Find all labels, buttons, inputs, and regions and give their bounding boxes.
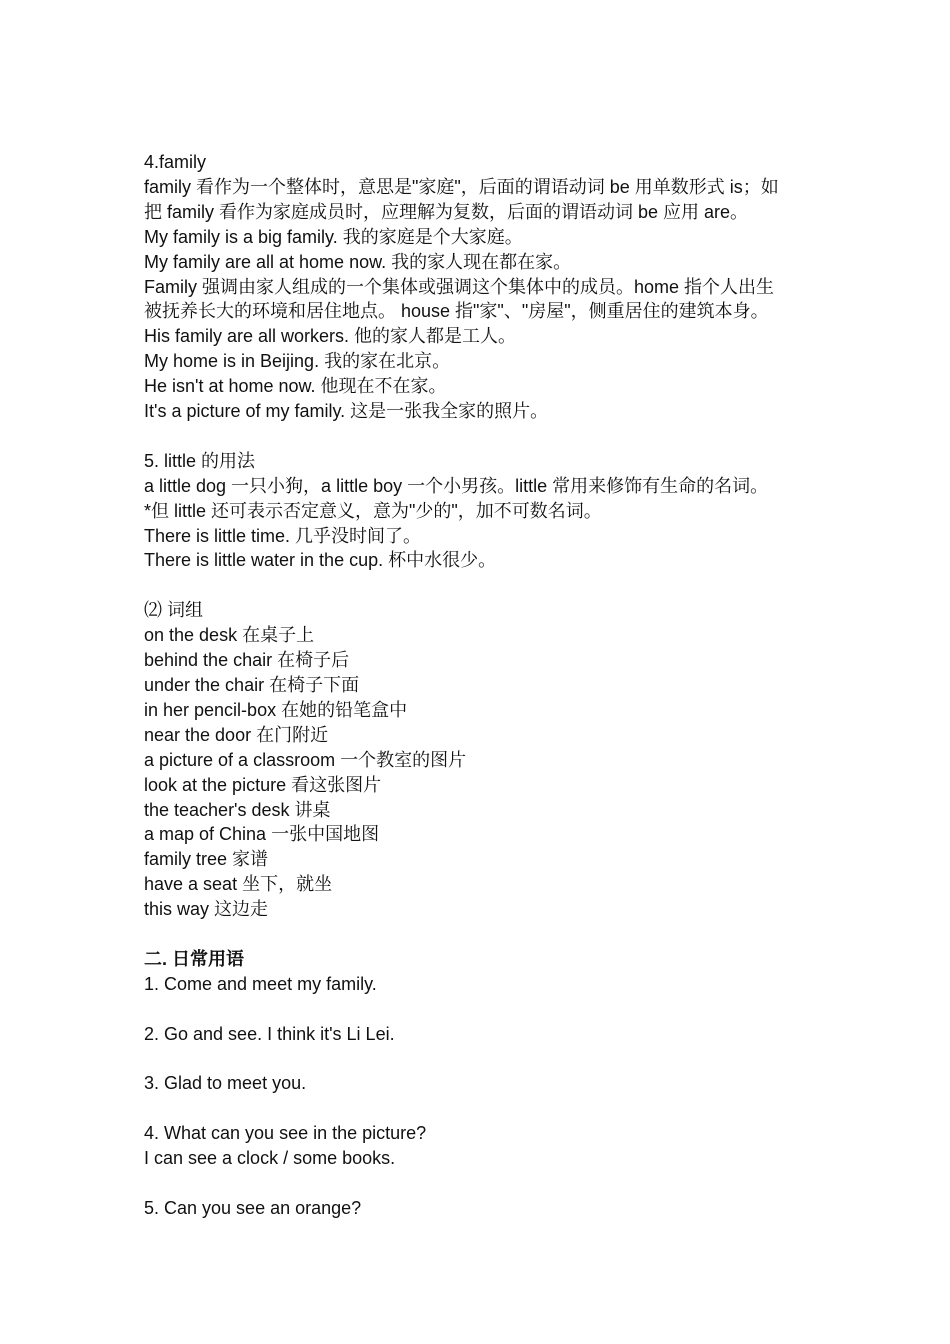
blank-line [144, 1171, 824, 1196]
text-line: 5. little 的用法 [144, 450, 256, 471]
text-line: 1. Come and meet my family. [144, 973, 377, 994]
text-line: 被抚养长大的环境和居住地点。 house 指"家"、"房屋"，侧重居住的建筑本身。 [144, 301, 769, 322]
text-line: 2. Go and see. I think it's Li Lei. [144, 1023, 395, 1044]
text-line: 5. Can you see an orange? [144, 1197, 362, 1218]
text-line: My family is a big family. 我的家庭是个大家庭。 [144, 226, 523, 247]
text-line: family tree 家谱 [144, 849, 269, 870]
text-line: look at the picture 看这张图片 [144, 774, 382, 795]
text-line: His family are all workers. 他的家人都是工人。 [144, 326, 517, 347]
text-line: this way 这边走 [144, 899, 269, 920]
blank-line [144, 997, 824, 1022]
text-line: He isn't at home now. 他现在不在家。 [144, 376, 447, 397]
text-line: a map of China 一张中国地图 [144, 824, 380, 845]
blank-line [144, 1047, 824, 1072]
text-line: My family are all at home now. 我的家人现在都在家。 [144, 251, 572, 272]
text-line: I can see a clock / some books. [144, 1148, 396, 1169]
text-line: a little dog 一只小狗，a little boy 一个小男孩。little 常用来修饰有生命的名词。 [144, 475, 769, 496]
text-line: a picture of a classroom 一个教室的图片 [144, 749, 467, 770]
text-line: *但 little 还可表示否定意义，意为"少的"，加不可数名词。 [144, 500, 602, 521]
text-line: on the desk 在桌子上 [144, 625, 315, 646]
text-line: have a seat 坐下，就坐 [144, 874, 333, 895]
text-line: ⑵ 词组 [144, 600, 204, 621]
text-line: 3. Glad to meet you. [144, 1073, 307, 1094]
document-body [144, 150, 824, 1221]
text-line: It's a picture of my family. 这是一张我全家的照片。 [144, 401, 549, 422]
text-line: in her pencil-box 在她的铅笔盒中 [144, 699, 408, 720]
blank-line [144, 922, 824, 947]
text-line: 4. What can you see in the picture? [144, 1123, 427, 1144]
text-line: behind the chair 在椅子后 [144, 650, 350, 671]
text-line: family 看作为一个整体时，意思是"家庭"，后面的谓语动词 be 用单数形式 is；如 [144, 176, 779, 197]
text-line: 4.family [144, 152, 207, 172]
text-line: near the door 在门附近 [144, 724, 329, 745]
text-line: Family 强调由家人组成的一个集体或强调这个集体中的成员。home 指个人出生 [144, 276, 775, 297]
text-line: There is little water in the cup. 杯中水很少。 [144, 550, 497, 571]
blank-line [144, 573, 824, 598]
section-heading: 二. 日常用语 [144, 948, 245, 969]
text-line: There is little time. 几乎没时间了。 [144, 525, 422, 546]
text-line: under the chair 在椅子下面 [144, 675, 360, 695]
text-line: the teacher's desk 讲桌 [144, 799, 331, 820]
blank-line [144, 424, 824, 449]
text-line: 把 family 看作为家庭成员时，应理解为复数，后面的谓语动词 be 应用 are。 [144, 201, 749, 222]
text-line: My home is in Beijing. 我的家在北京。 [144, 351, 451, 372]
blank-line [144, 1096, 824, 1121]
